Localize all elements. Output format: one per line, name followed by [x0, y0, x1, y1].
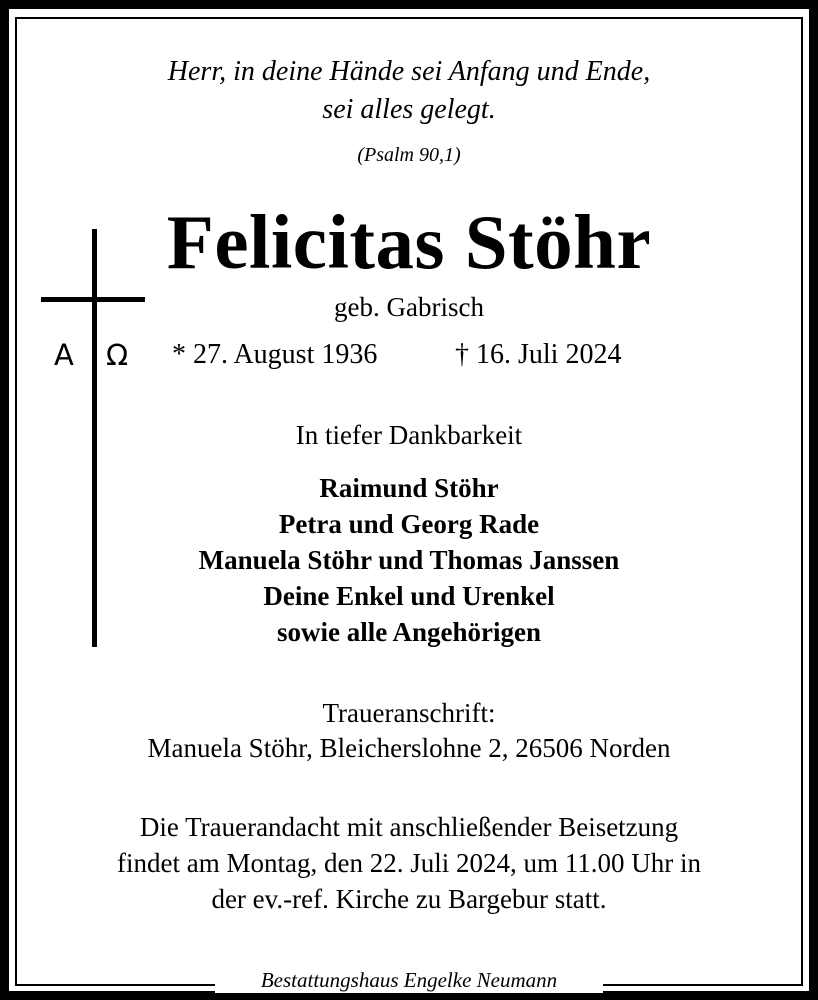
service-line-2: findet am Montag, den 22. Juli 2024, um 11.00 Uhr in — [117, 848, 701, 878]
service-line-1: Die Trauerandacht mit anschließender Beisetzung — [139, 812, 679, 842]
address-label: Traueranschrift: — [322, 698, 496, 728]
verse-line-2: sei alles gelegt. — [322, 94, 496, 125]
mourner-item: Petra und Georg Rade — [278, 509, 540, 539]
alpha-symbol: A — [54, 338, 74, 372]
birth-date: * 27. August 1936 — [172, 339, 378, 370]
funeral-home-name: Bestattungshaus Engelke Neumann — [215, 967, 603, 993]
verse-reference: (Psalm 90,1) — [357, 144, 461, 166]
maiden-name: geb. Gabrisch — [334, 292, 484, 322]
service-line-3: der ev.-ref. Kirche zu Bargebur statt. — [211, 884, 607, 914]
death-date: † 16. Juli 2024 — [455, 339, 622, 370]
omega-symbol: Ω — [106, 338, 129, 372]
mourner-item: Raimund Stöhr — [319, 473, 499, 503]
mourner-item: sowie alle Angehörigen — [277, 617, 541, 647]
verse-line-1: Herr, in deine Hände sei Anfang und Ende, — [167, 56, 651, 87]
address-value: Manuela Stöhr, Bleicherslohne 2, 26506 Norden — [147, 733, 671, 763]
deceased-name: Felicitas Stöhr — [166, 199, 652, 285]
mourner-item: Manuela Stöhr und Thomas Janssen — [198, 545, 620, 575]
gratitude-line: In tiefer Dankbarkeit — [295, 420, 523, 450]
mourner-item: Deine Enkel und Urenkel — [263, 581, 555, 611]
